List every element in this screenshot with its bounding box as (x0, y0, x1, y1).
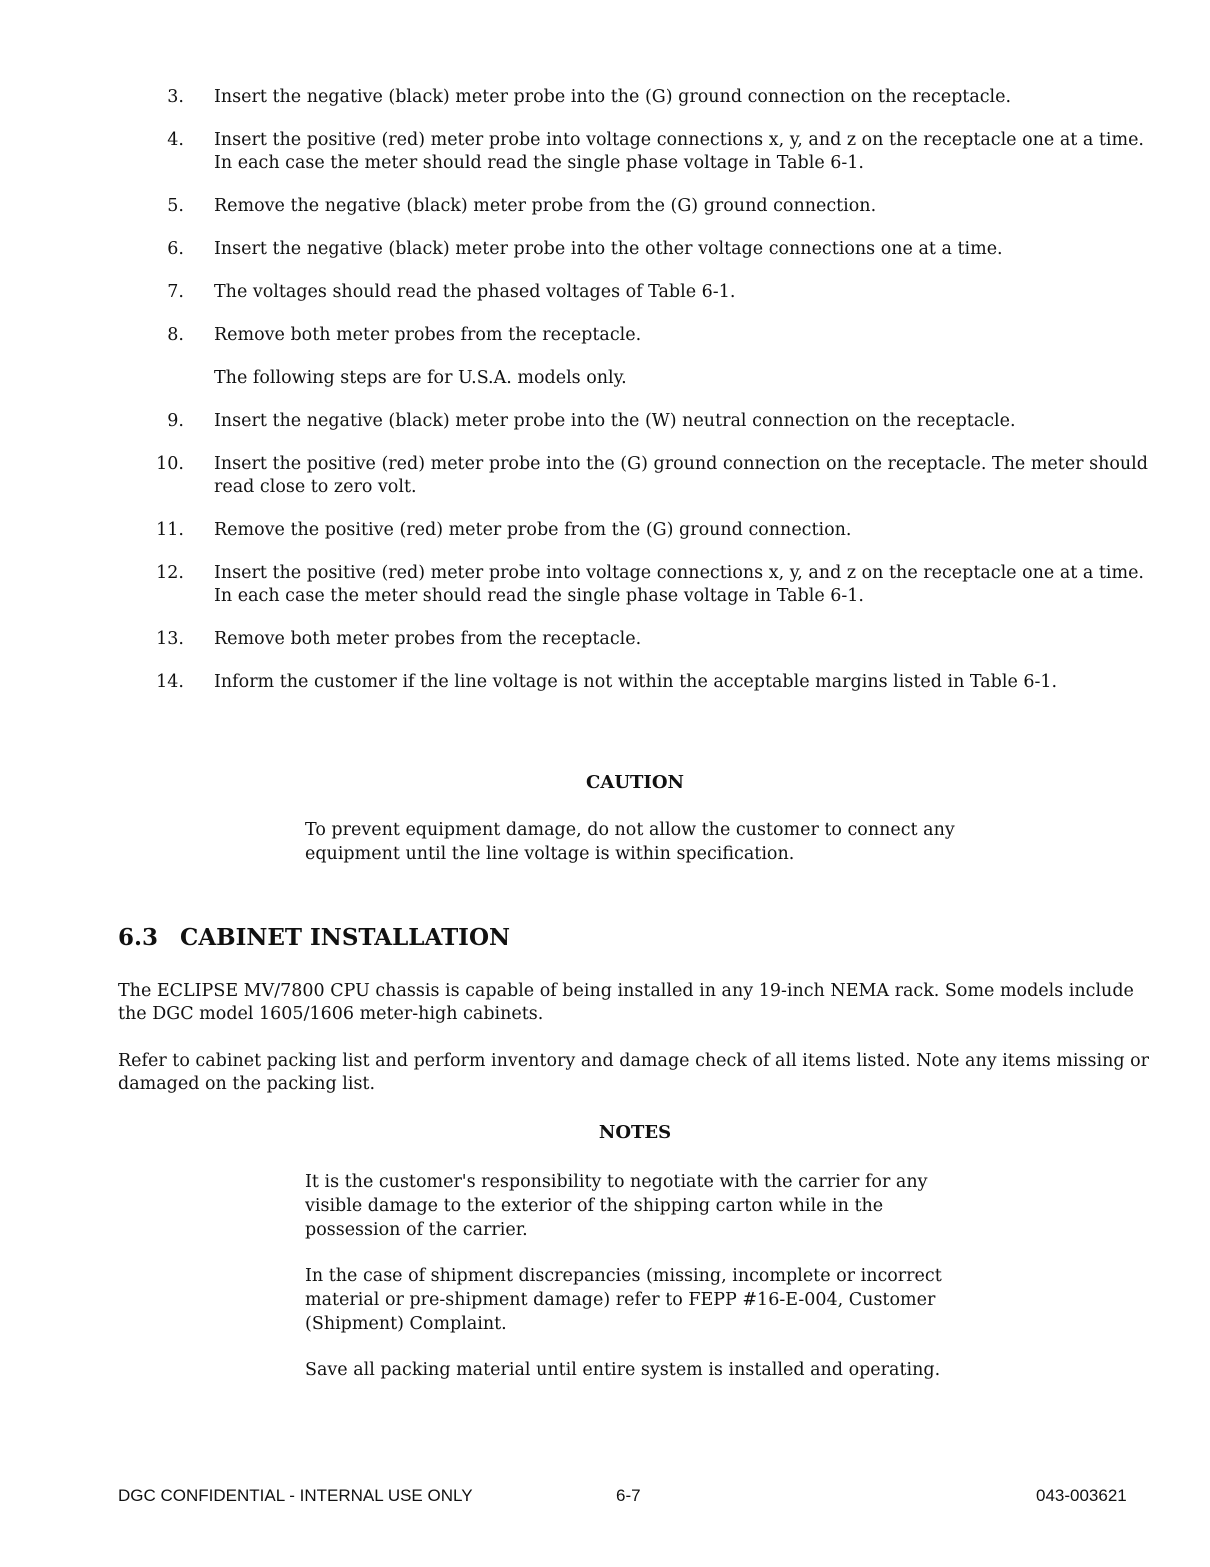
step-item (140, 86, 1160, 109)
step-item (140, 410, 1160, 433)
note-item: It is the customer's responsibility to negotiate with the carrier for any visible damage to the exterior of the shipping carton while in the possession of the carrier. (305, 1172, 928, 1240)
procedure-steps (140, 86, 1160, 714)
step-number: 4. (167, 130, 184, 150)
note-item: In the case of shipment discrepancies (missing, incomplete or incorrect material or pre-shipment damage) refer to FEPP #16-E-004, Customer (Shipment) Complaint. (305, 1266, 942, 1334)
step-text: Insert the negative (black) meter probe into the other voltage connections one at a time. (214, 239, 1003, 259)
step-text: Remove both meter probes from the receptacle. (214, 325, 642, 345)
step-text: The voltages should read the phased voltages of Table 6-1. (214, 282, 736, 302)
caution-heading: CAUTION (586, 772, 684, 793)
notes-box (305, 1170, 970, 1404)
notes-heading: NOTES (598, 1122, 672, 1143)
step-text: Inform the customer if the line voltage is not within the acceptable margins listed in Table 6-1. (214, 672, 1058, 692)
step-number: 14. (156, 672, 184, 692)
step-number: 5. (167, 196, 184, 216)
section-title-text: CABINET INSTALLATION (180, 924, 511, 951)
step-text: Insert the negative (black) meter probe into the (W) neutral connection on the receptacle. (214, 411, 1016, 431)
step-number: 7. (167, 282, 184, 302)
step-item (140, 195, 1160, 218)
step-item (140, 238, 1160, 261)
step-item (140, 562, 1160, 608)
step-text: Remove both meter probes from the receptacle. (214, 629, 642, 649)
step-number: 13. (156, 629, 184, 649)
step-number: 10. (156, 454, 184, 474)
step-text: Insert the positive (red) meter probe into voltage connections x, y, and z on the receptacle one at a time. In each case the meter should read the single phase voltage in Table 6-1. (214, 563, 1144, 606)
footer-confidential: DGC CONFIDENTIAL - INTERNAL USE ONLY (118, 1486, 473, 1505)
step-text: Remove the positive (red) meter probe from the (G) ground connection. (214, 520, 852, 540)
step-item (140, 129, 1160, 175)
step-item (140, 281, 1160, 304)
usa-models-note: The following steps are for U.S.A. models only. (214, 368, 627, 388)
step-text: Insert the negative (black) meter probe into the (G) ground connection on the receptacle. (214, 87, 1012, 107)
step-number: 8. (167, 325, 184, 345)
step-number: 11. (156, 520, 184, 540)
step-text: Remove the negative (black) meter probe from the (G) ground connection. (214, 196, 877, 216)
step-number: 6. (167, 239, 184, 259)
step-text: Insert the positive (red) meter probe into the (G) ground connection on the receptacle. The meter should read close to zero volt. (214, 454, 1148, 497)
footer-page-number: 6-7 (616, 1486, 641, 1505)
step-number: 3. (167, 87, 184, 107)
step-item (140, 453, 1160, 499)
footer-document-number: 043-003621 (1036, 1486, 1127, 1505)
step-item (140, 324, 1160, 347)
section-title (118, 924, 510, 951)
step-item (140, 628, 1160, 651)
step-item (140, 671, 1160, 694)
step-item (140, 519, 1160, 542)
step-text: Insert the positive (red) meter probe into voltage connections x, y, and z on the receptacle one at a time. In each case the meter should read the single phase voltage in Table 6-1. (214, 130, 1144, 173)
section-number: 6.3 (118, 924, 159, 951)
note-item: Save all packing material until entire system is installed and operating. (305, 1360, 941, 1380)
section-paragraph: The ECLIPSE MV/7800 CPU chassis is capable of being installed in any 19-inch NEMA rack. Some models include the DGC model 1605/1606 meter-high cabinets. (118, 981, 1134, 1024)
step-number: 9. (167, 411, 184, 431)
caution-text: To prevent equipment damage, do not allow the customer to connect any equipment until the line voltage is within specification. (305, 820, 955, 864)
caution-box (305, 818, 970, 888)
step-number: 12. (156, 563, 184, 583)
section-paragraph: Refer to cabinet packing list and perform inventory and damage check of all items listed. Note any items missing or damaged on the packing list. (118, 1051, 1150, 1094)
